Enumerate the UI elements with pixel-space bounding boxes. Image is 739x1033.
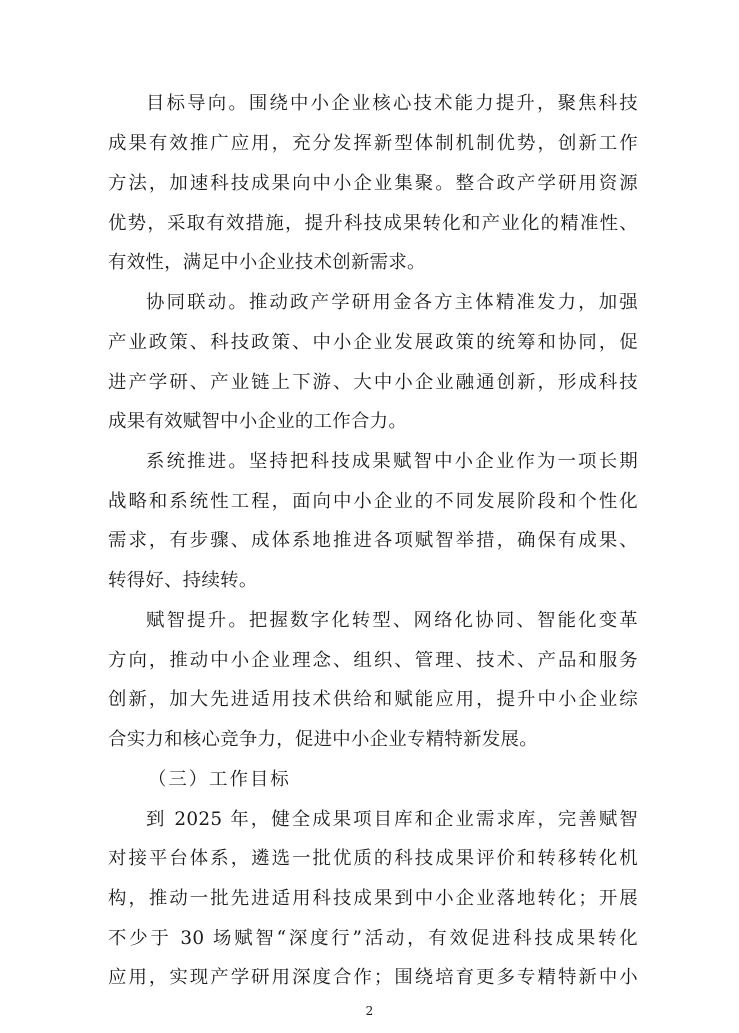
paragraph-line: 成果有效推广应用，充分发挥新型体制机制优势，创新工作: [108, 133, 638, 154]
paragraph-line: 目标导向。围绕中小企业核心技术能力提升，聚焦科技: [146, 93, 638, 114]
paragraph-line: 产业政策、科技政策、中小企业发展政策的统筹和协同，促: [108, 332, 638, 353]
paragraph-line: 优势，采取有效措施，提升科技成果转化和产业化的精准性、: [108, 213, 638, 234]
paragraph-line: 构，推动一批先进适用科技成果到中小企业落地转化；开展: [108, 888, 638, 909]
paragraph-line: 进产学研、产业链上下游、大中小企业融通创新，形成科技: [108, 372, 638, 393]
paragraph-line: 有效性，满足中小企业技术创新需求。: [108, 252, 426, 273]
paragraph-line: 协同联动。推动政产学研用金各方主体精准发力，加强: [146, 292, 638, 313]
paragraph-line: 应用，实现产学研用深度合作；围绕培育更多专精特新中小: [108, 967, 638, 988]
paragraph-line: 到 2025 年，健全成果项目库和企业需求库，完善赋智: [146, 809, 638, 830]
section-heading: （三）工作目标: [148, 769, 291, 790]
paragraph-line: 转得好、持续转。: [108, 570, 258, 591]
paragraph-line: 系统推进。坚持把科技成果赋智中小企业作为一项长期: [146, 451, 638, 472]
paragraph-line: 创新，加大先进适用技术供给和赋能应用，提升中小企业综: [108, 689, 638, 710]
paragraph-line: 战略和系统性工程，面向中小企业的不同发展阶段和个性化: [108, 491, 638, 512]
paragraph-line: 不少于 30 场赋智“深度行”活动，有效促进科技成果转化: [108, 928, 638, 949]
paragraph-line: 赋智提升。把握数字化转型、网络化协同、智能化变革: [146, 610, 638, 631]
paragraph-line: 需求，有步骤、成体系地推进各项赋智举措，确保有成果、: [108, 530, 638, 551]
paragraph-line: 合实力和核心竞争力，促进中小企业专精特新发展。: [108, 729, 538, 750]
paragraph-line: 对接平台体系，遴选一批优质的科技成果评价和转移转化机: [108, 848, 638, 869]
page-number: 2: [365, 1004, 374, 1018]
paragraph-line: 成果有效赋智中小企业的工作合力。: [108, 411, 408, 432]
paragraph-line: 方向，推动中小企业理念、组织、管理、技术、产品和服务: [108, 650, 638, 671]
paragraph-line: 方法，加速科技成果向中小企业集聚。整合政产学研用资源: [108, 173, 638, 194]
